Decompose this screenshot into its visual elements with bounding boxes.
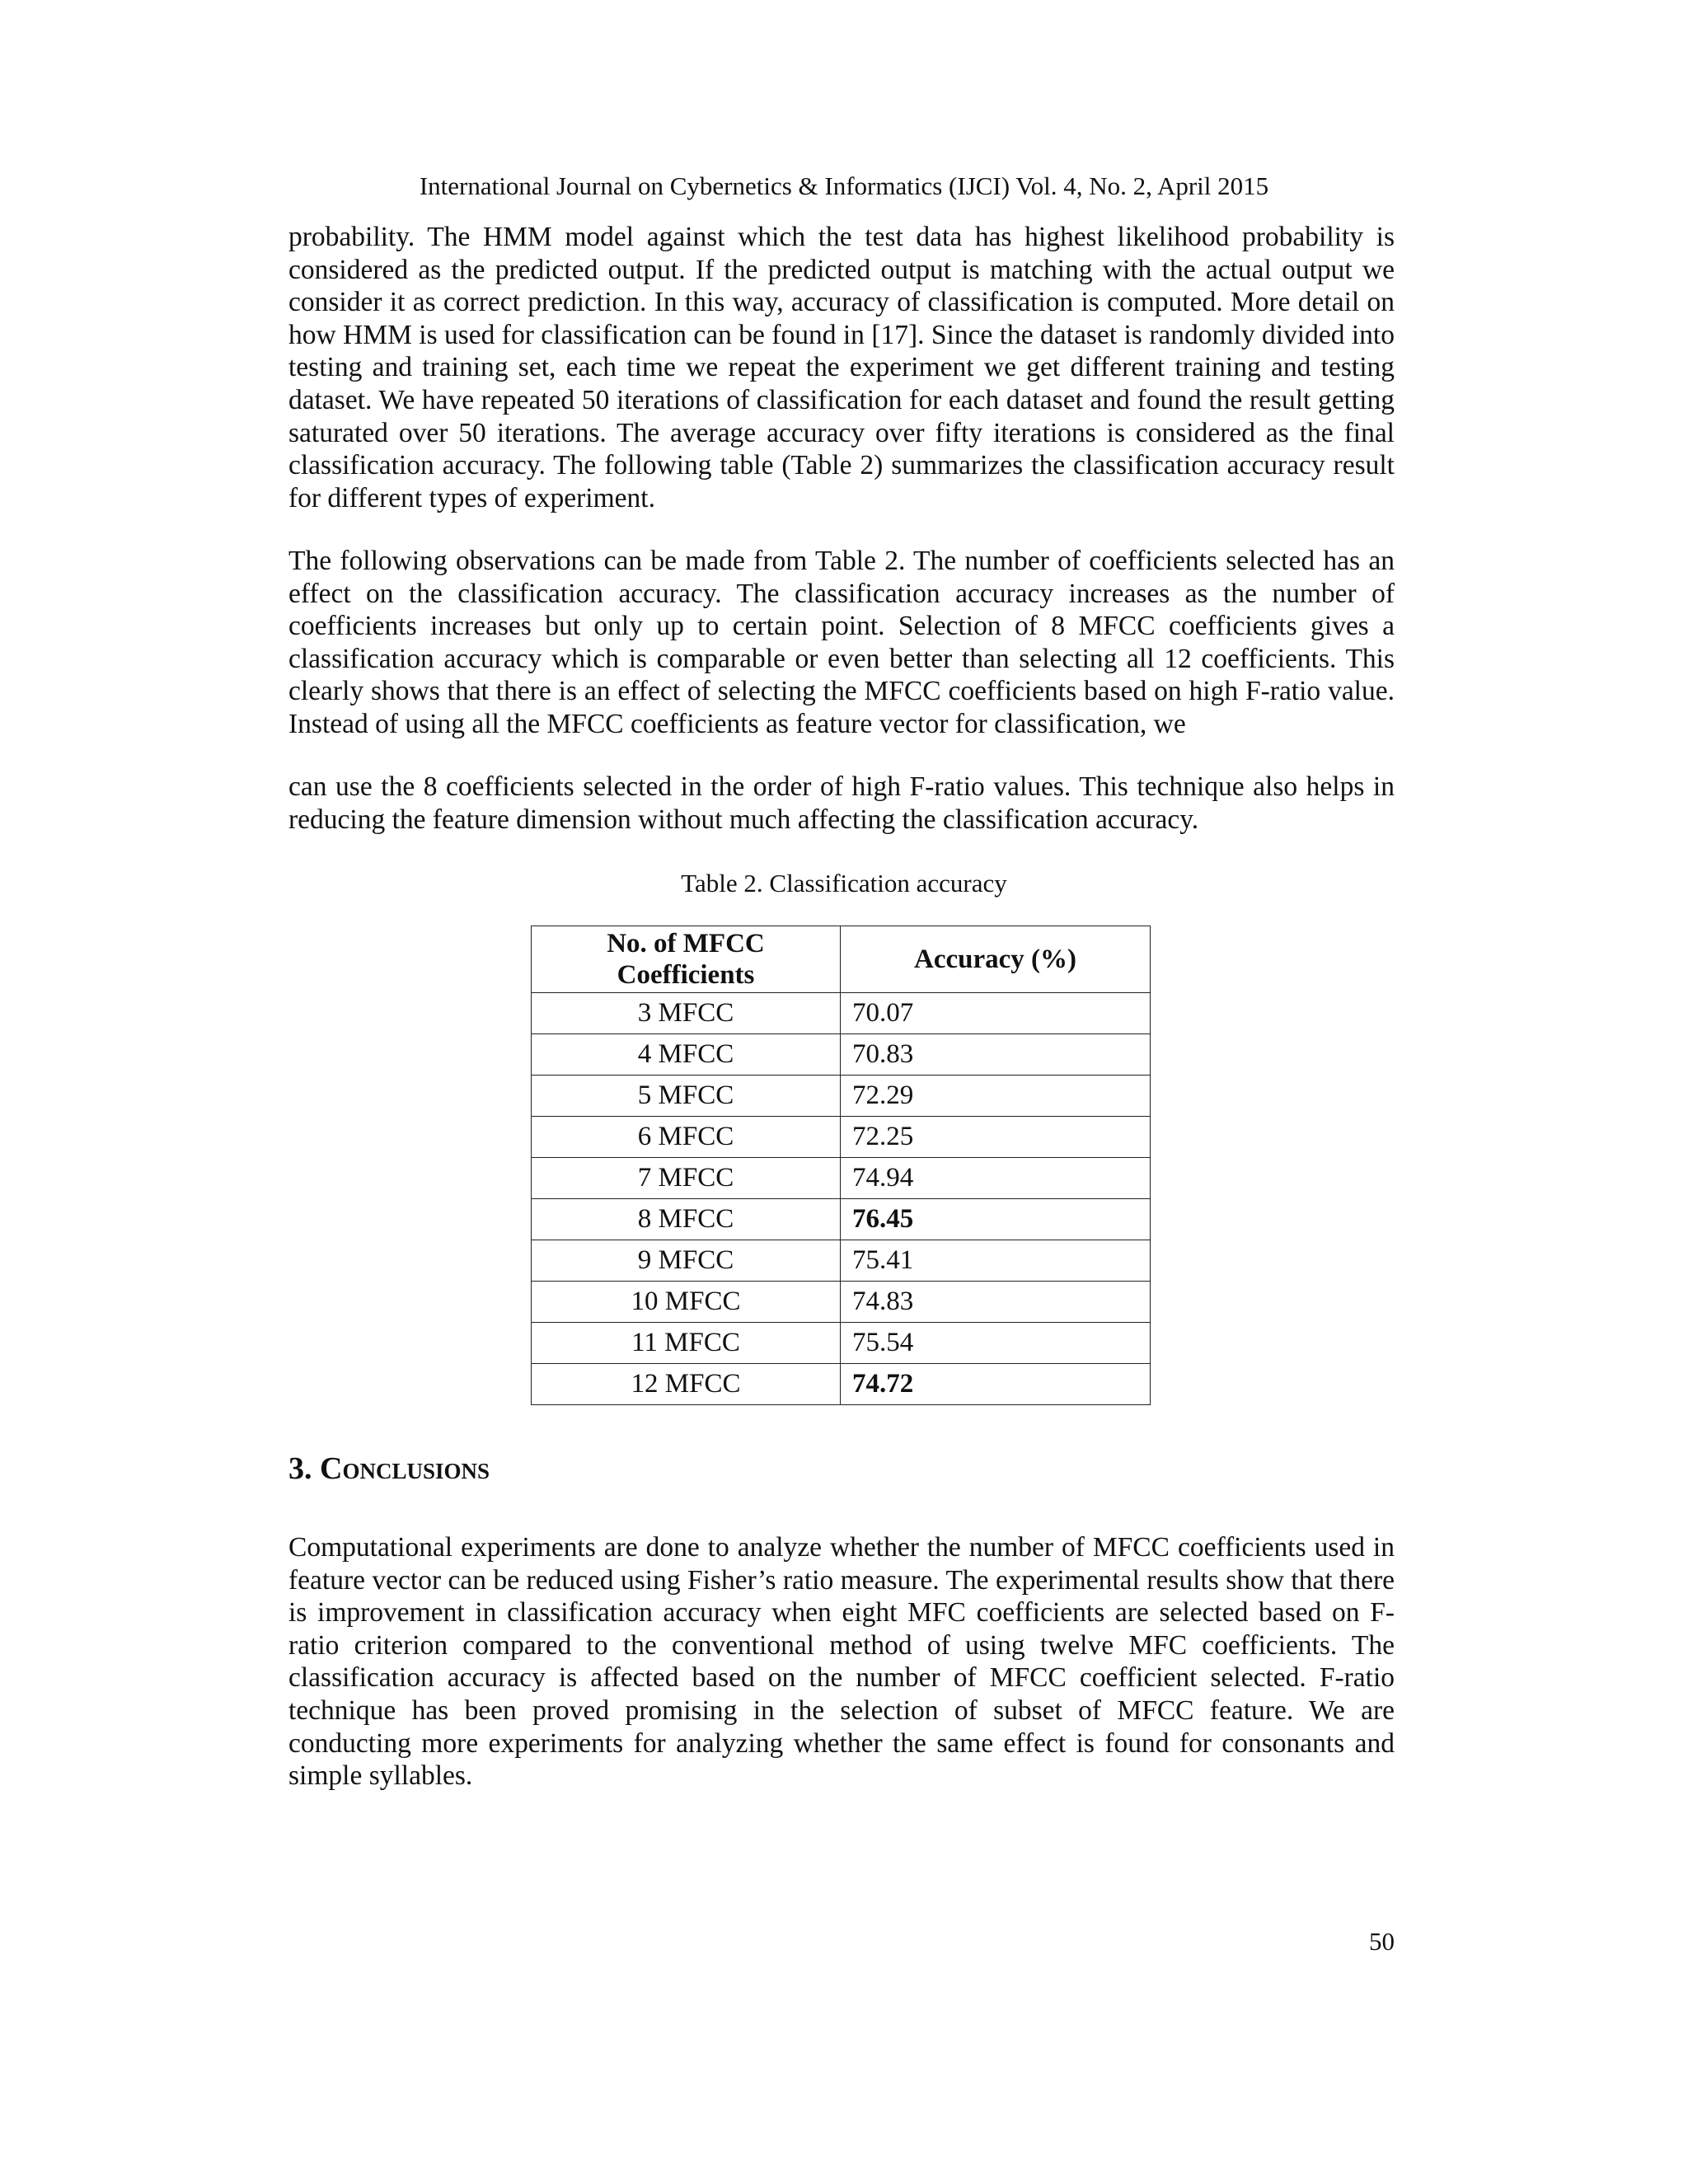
paragraph-observations: The following observations can be made from Table 2. The number of coefficients selected has an effect on the classification accuracy. The classification accuracy increases as the number of coefficients increases but only up to certain point. Selection of 8 MFCC coefficients gives a classification accuracy which is comparable or even better than selecting all 12 coefficients. This clearly shows that there is an effect of selecting the MFCC coefficients based on high F-ratio value. Instead of using all the MFCC coefficients as feature vector for classification, we [288,546,1395,739]
coeff-cell: 9 MFCC [532,1240,841,1282]
coeff-cell: 6 MFCC [532,1117,841,1158]
section-heading-conclusions [288,1451,490,1487]
table-row [532,1364,1151,1405]
accuracy-cell: 75.41 [841,1240,1151,1282]
coeff-cell: 5 MFCC [532,1076,841,1117]
table-row [532,1158,1151,1199]
running-header: International Journal on Cybernetics & Informatics (IJCI) Vol. 4, No. 2, April 2015 [419,171,1269,200]
coeff-cell: 7 MFCC [532,1158,841,1199]
coeff-cell: 12 MFCC [532,1364,841,1405]
paragraph-hmm-classification: probability. The HMM model against which the test data has highest likelihood probability is considered as the predicted output. If the predicted output is matching with the actual output we consider it as correct prediction. In this way, accuracy of classification is computed. More detail on how HMM is used for classification can be found in [17]. Since the dataset is randomly divided into testing and training set, each time we repeat the experiment we get different training and testing dataset. We have repeated 50 iterations of classification for each dataset and found the result getting saturated over 50 iterations. The average accuracy over fifty iterations is considered as the final classification accuracy. The following table (Table 2) summarizes the classification accuracy result for different types of experiment. [288,222,1395,513]
header-coefficients [532,926,841,993]
coeff-cell: 10 MFCC [532,1282,841,1323]
table-row [532,1076,1151,1117]
accuracy-cell-all-coefficients: 74.72 [841,1364,1151,1405]
header-accuracy: Accuracy (%) [841,926,1151,993]
header-coefficients-line2: Coefficients [617,960,755,990]
accuracy-cell: 70.07 [841,993,1151,1034]
section-number: 3. [288,1451,312,1486]
accuracy-cell: 72.25 [841,1117,1151,1158]
page-number: 50 [1369,1927,1395,1956]
header-coefficients-line1: No. of MFCC [607,929,765,958]
table-row [532,1117,1151,1158]
table-row [532,1323,1151,1364]
table-row [532,1240,1151,1282]
coeff-cell: 4 MFCC [532,1034,841,1076]
table-row [532,1034,1151,1076]
accuracy-cell: 75.54 [841,1323,1151,1364]
accuracy-cell: 70.83 [841,1034,1151,1076]
accuracy-cell-best: 76.45 [841,1199,1151,1240]
table-header-row [532,926,1151,993]
accuracy-cell: 74.83 [841,1282,1151,1323]
coeff-cell: 8 MFCC [532,1199,841,1240]
coeff-cell: 3 MFCC [532,993,841,1034]
coeff-cell: 11 MFCC [532,1323,841,1364]
table-row [532,993,1151,1034]
table-row [532,1199,1151,1240]
accuracy-cell: 72.29 [841,1076,1151,1117]
table-row [532,1282,1151,1323]
section-title: Conclusions [320,1451,490,1486]
table-caption: Table 2. Classification accuracy [681,869,1007,898]
accuracy-cell: 74.94 [841,1158,1151,1199]
paragraph-observations-continued: can use the 8 coefficients selected in the order of high F-ratio values. This technique also helps in reducing the feature dimension without much affecting the classification accuracy. [288,771,1395,835]
classification-accuracy-table [531,926,1151,1405]
paragraph-conclusions: Computational experiments are done to analyze whether the number of MFCC coefficients used in feature vector can be reduced using Fisher’s ratio measure. The experimental results show that there is improvement in classification accuracy when eight MFC coefficients are selected based on F-ratio criterion compared to the conventional method of using twelve MFC coefficients. The classification accuracy is affected based on the number of MFCC coefficient selected. F-ratio technique has been proved promising in the selection of subset of MFCC feature. We are conducting more experiments for analyzing whether the same effect is found for consonants and simple syllables. [288,1532,1395,1792]
